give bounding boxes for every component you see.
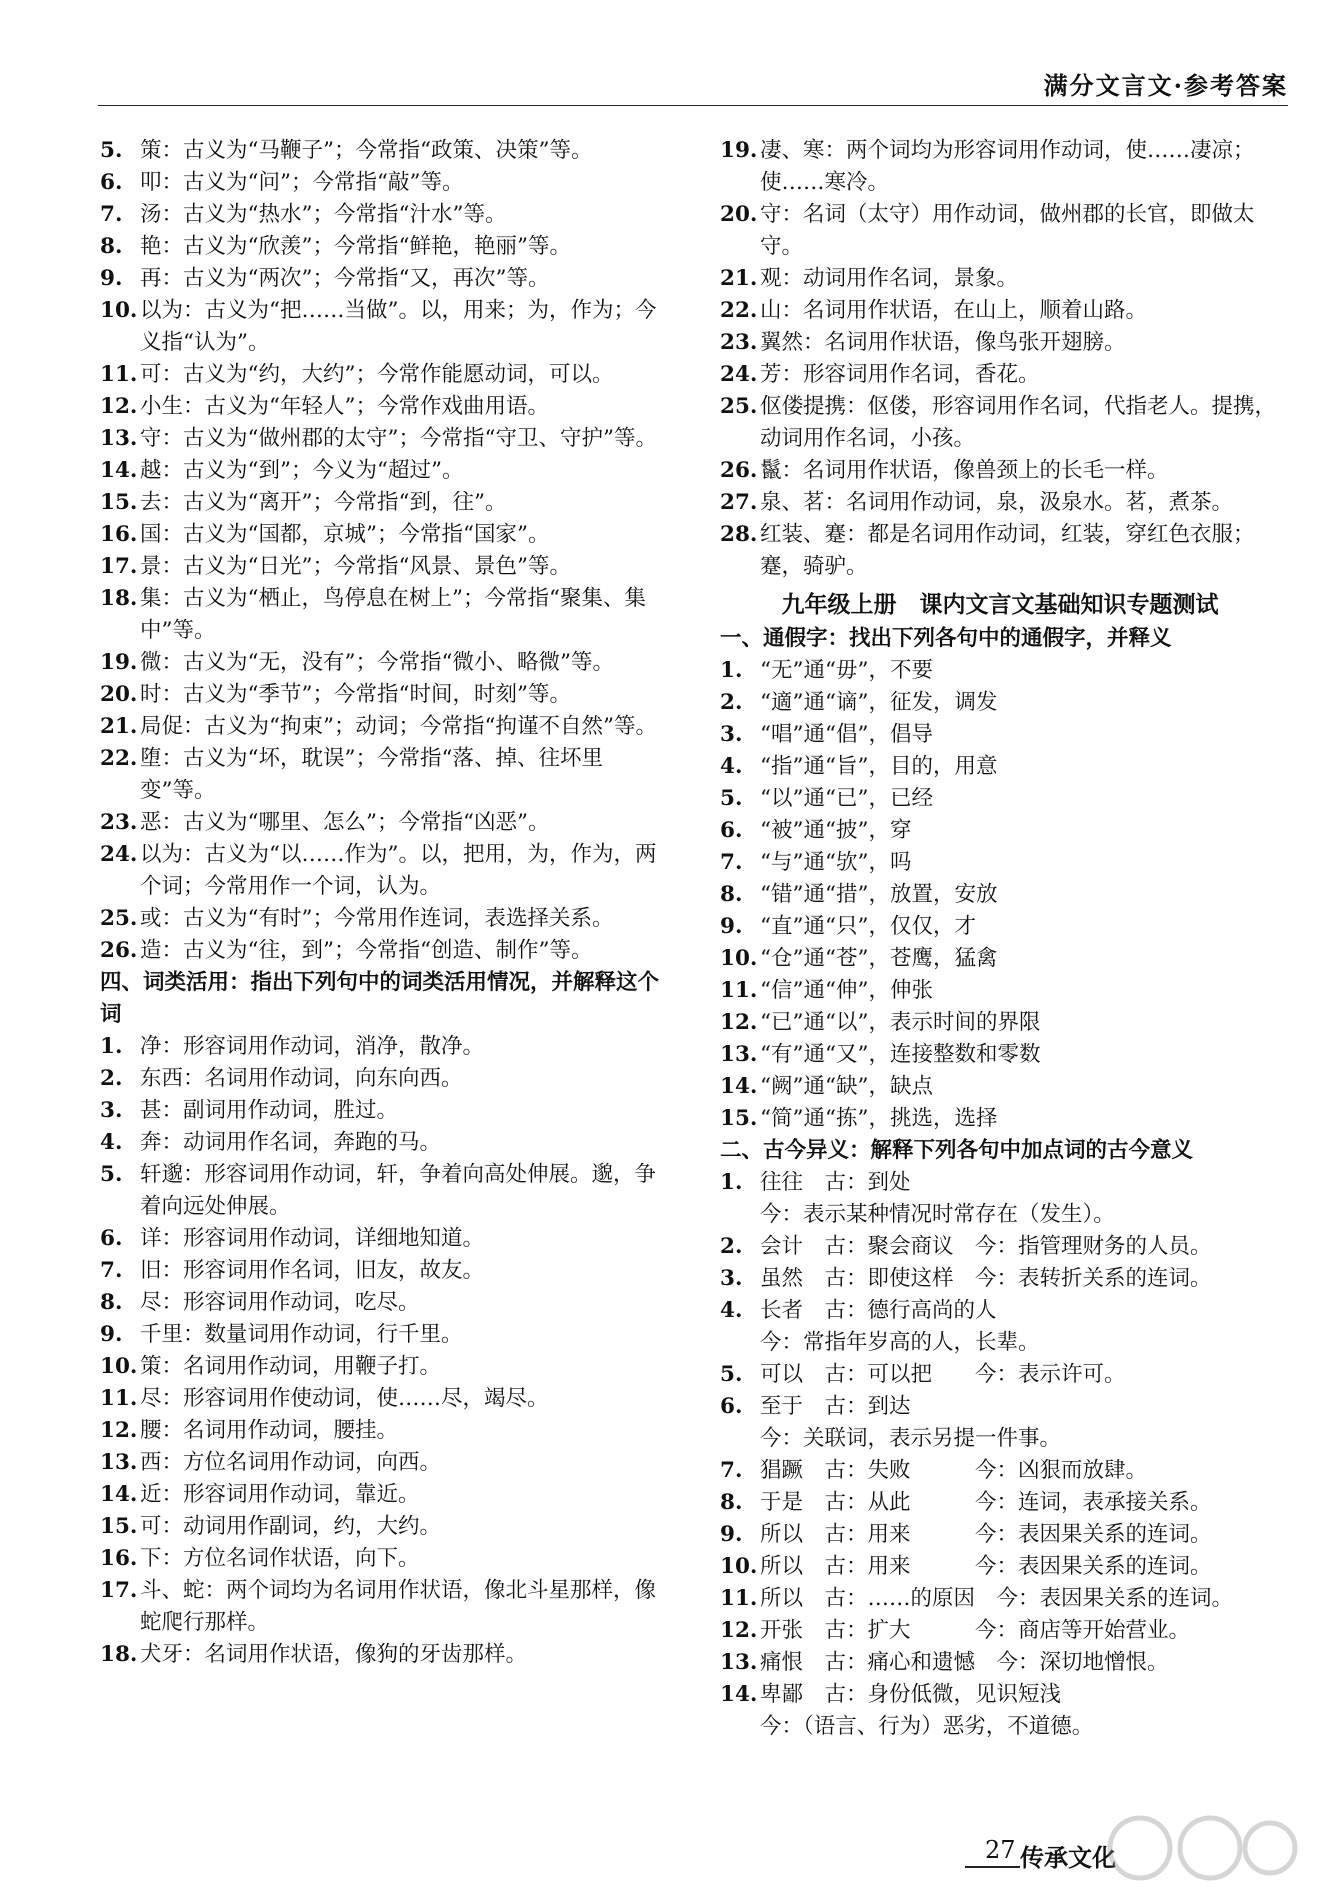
item-text: 红装、蹇：都是名词用作动词，红装，穿红色衣服；蹇，骑驴。 bbox=[760, 522, 1255, 579]
brand-label: 传承文化 bbox=[1020, 1843, 1116, 1872]
item-text: “简”通“拣”，挑选，选择 bbox=[760, 1106, 998, 1131]
item-number: 2. bbox=[100, 1066, 123, 1091]
item-number: 11. bbox=[720, 1586, 758, 1611]
item-number: 15. bbox=[100, 1514, 138, 1539]
list-item bbox=[720, 655, 1280, 687]
item-number: 5. bbox=[100, 1162, 123, 1187]
item-text: 策：古义为“马鞭子”；今常指“政策、决策”等。 bbox=[140, 138, 593, 163]
item-number: 12. bbox=[720, 1010, 758, 1035]
list-item bbox=[720, 1231, 1280, 1263]
item-text: 或：古义为“有时”；今常用作连词，表选择关系。 bbox=[140, 906, 614, 931]
item-number: 14. bbox=[720, 1682, 758, 1707]
item-number: 7. bbox=[720, 850, 743, 875]
item-text: “信”通“伸”，伸张 bbox=[760, 978, 933, 1003]
item-text: 所以 古：用来 今：表因果关系的连词。 bbox=[760, 1554, 1212, 1579]
item-text: 集：古义为“栖止，鸟停息在树上”；今常指“聚集、集中”等。 bbox=[140, 586, 646, 643]
page-header-title: 满分文言文·参考答案 bbox=[1043, 71, 1288, 100]
item-text: 虽然 古：即使这样 今：表转折关系的连词。 bbox=[760, 1266, 1212, 1291]
list-item bbox=[100, 359, 675, 391]
item-text: 近：形容词用作动词，靠近。 bbox=[140, 1482, 420, 1507]
item-number: 12. bbox=[100, 1418, 138, 1443]
section-heading-text: 四、词类活用：指出下列句中的词类活用情况，并解释这个词 bbox=[100, 970, 660, 1027]
list-item bbox=[100, 839, 675, 903]
list-item bbox=[720, 1519, 1280, 1551]
item-text: 叩：古义为“问”；今常指“敲”等。 bbox=[140, 170, 464, 195]
section-heading-gujin: 二、古今异义：解释下列各句中加点词的古今意义 bbox=[720, 1138, 1194, 1163]
item-number: 10. bbox=[720, 946, 758, 971]
item-text: “適”通“谪”，征发，调发 bbox=[760, 690, 998, 715]
item-number: 9. bbox=[100, 1322, 123, 1347]
item-text: 下：方位名词作状语，向下。 bbox=[140, 1546, 420, 1571]
item-text: 观：动词用作名词，景象。 bbox=[760, 266, 1019, 291]
list-item bbox=[100, 455, 675, 487]
list-item bbox=[720, 1167, 1280, 1199]
item-text: “被”通“披”，穿 bbox=[760, 818, 912, 843]
item-number: 24. bbox=[720, 362, 758, 387]
item-text: 时：古义为“季节”；今常指“时间，时刻”等。 bbox=[140, 682, 571, 707]
list-item bbox=[720, 1263, 1280, 1295]
item-number: 7. bbox=[100, 1258, 123, 1283]
item-number: 17. bbox=[100, 554, 138, 579]
item-text: 尽：形容词用作使动词，使……尽，竭尽。 bbox=[140, 1386, 549, 1411]
item-text: 犬牙：名词用作状语，像狗的牙齿那样。 bbox=[140, 1642, 528, 1667]
list-item bbox=[100, 1255, 675, 1287]
list-item bbox=[720, 359, 1280, 391]
list-item bbox=[720, 199, 1280, 263]
list-item bbox=[720, 943, 1280, 975]
item-text: “阙”通“缺”，缺点 bbox=[760, 1074, 933, 1099]
item-text: 小生：古义为“年轻人”；今常作戏曲用语。 bbox=[140, 394, 549, 419]
list-item bbox=[100, 487, 675, 519]
item-number: 3. bbox=[720, 1266, 743, 1291]
item-number: 7. bbox=[100, 202, 123, 227]
list-item bbox=[100, 423, 675, 455]
item-text: “已”通“以”，表示时间的界限 bbox=[760, 1010, 1041, 1035]
list-item bbox=[720, 1071, 1280, 1103]
list-item bbox=[100, 1479, 675, 1511]
item-number: 4. bbox=[100, 1130, 123, 1155]
list-item bbox=[100, 1095, 675, 1127]
item-number: 20. bbox=[100, 682, 138, 707]
item-text: 净：形容词用作动词，消净，散净。 bbox=[140, 1034, 485, 1059]
item-text: 汤：古义为“热水”；今常指“汁水”等。 bbox=[140, 202, 507, 227]
item-text: 东西：名词用作动词，向东向西。 bbox=[140, 1066, 463, 1091]
item-text: 可以 古：可以把 今：表示许可。 bbox=[760, 1362, 1126, 1387]
item-text: 伛偻提携：伛偻，形容词用作名词，代指老人。提携，动词用作名词，小孩。 bbox=[760, 394, 1277, 451]
item-number: 25. bbox=[100, 906, 138, 931]
left-entries-ancient-modern bbox=[100, 135, 675, 967]
item-number: 19. bbox=[720, 138, 758, 163]
item-number: 6. bbox=[100, 170, 123, 195]
item-number: 7. bbox=[720, 1458, 743, 1483]
right-column bbox=[720, 135, 1280, 1743]
list-item bbox=[720, 783, 1280, 815]
list-item bbox=[720, 1359, 1280, 1391]
left-entries-word-class bbox=[100, 1031, 675, 1671]
item-modern-meaning: 今：表示某种情况时常存在（发生）。 bbox=[760, 1202, 1115, 1227]
list-item bbox=[100, 807, 675, 839]
item-number: 8. bbox=[720, 1490, 743, 1515]
right-entries-gujin bbox=[720, 1167, 1280, 1743]
item-number: 5. bbox=[720, 786, 743, 811]
list-item bbox=[720, 975, 1280, 1007]
list-item bbox=[100, 295, 675, 359]
item-number: 13. bbox=[100, 426, 138, 451]
list-item bbox=[720, 1103, 1280, 1135]
item-text: 守：名词（太守）用作动词，做州郡的长官，即做太守。 bbox=[760, 202, 1255, 259]
list-item bbox=[720, 719, 1280, 751]
item-number: 10. bbox=[100, 298, 138, 323]
item-text: 轩邈：形容词用作动词，轩，争着向高处伸展。邈，争着向远处伸展。 bbox=[140, 1162, 657, 1219]
item-number: 25. bbox=[720, 394, 758, 419]
item-number: 14. bbox=[100, 458, 138, 483]
watermark-logo bbox=[1100, 1808, 1300, 1898]
test-title: 九年级上册 课内文言文基础知识专题测试 bbox=[781, 591, 1219, 618]
list-item bbox=[100, 519, 675, 551]
item-number: 8. bbox=[100, 234, 123, 259]
list-item bbox=[100, 583, 675, 647]
item-number: 22. bbox=[100, 746, 138, 771]
item-number: 12. bbox=[100, 394, 138, 419]
item-number: 9. bbox=[720, 914, 743, 939]
item-text: 去：古义为“离开”；今常指“到，往”。 bbox=[140, 490, 507, 515]
item-text: 恶：古义为“哪里、怎么”；今常指“凶恶”。 bbox=[140, 810, 550, 835]
item-text: 猖蹶 古：失败 今：凶狠而放肆。 bbox=[760, 1458, 1148, 1483]
item-text: “仓”通“苍”，苍鹰，猛禽 bbox=[760, 946, 998, 971]
list-item bbox=[720, 751, 1280, 783]
left-column bbox=[100, 135, 675, 1671]
item-number: 20. bbox=[720, 202, 758, 227]
list-item bbox=[720, 295, 1280, 327]
item-number: 16. bbox=[100, 1546, 138, 1571]
item-text: “有”通“又”，连接整数和零数 bbox=[760, 1042, 1041, 1067]
list-item bbox=[100, 263, 675, 295]
item-number: 8. bbox=[100, 1290, 123, 1315]
list-item bbox=[100, 1319, 675, 1351]
item-number: 16. bbox=[100, 522, 138, 547]
item-text: 痛恨 古：痛心和遗憾 今：深切地憎恨。 bbox=[760, 1650, 1169, 1675]
item-number: 28. bbox=[720, 522, 758, 547]
item-number: 3. bbox=[720, 722, 743, 747]
item-number: 8. bbox=[720, 882, 743, 907]
item-text: 卑鄙 古：身份低微，见识短浅 bbox=[760, 1682, 1062, 1707]
list-item bbox=[100, 647, 675, 679]
item-text: 长者 古：德行高尚的人 bbox=[760, 1298, 997, 1323]
item-number: 13. bbox=[100, 1450, 138, 1475]
list-item bbox=[720, 1583, 1280, 1615]
item-number: 5. bbox=[720, 1362, 743, 1387]
list-item bbox=[100, 1447, 675, 1479]
item-text: 以为：古义为“把……当做”。以，用来；为，作为；今义指“认为”。 bbox=[140, 298, 657, 355]
item-text: 甚：副词用作动词，胜过。 bbox=[140, 1098, 399, 1123]
item-text: 西：方位名词用作动词，向西。 bbox=[140, 1450, 442, 1475]
item-number: 18. bbox=[100, 586, 138, 611]
item-text: 翼然：名词用作状语，像鸟张开翅膀。 bbox=[760, 330, 1126, 355]
item-number: 9. bbox=[100, 266, 123, 291]
list-item bbox=[100, 1287, 675, 1319]
list-item bbox=[720, 1487, 1280, 1519]
item-number: 27. bbox=[720, 490, 758, 515]
section-heading-tongjiazi: 一、通假字：找出下列各句中的通假字，并释义 bbox=[720, 626, 1172, 651]
item-text: 堕：古义为“坏，耽误”；今常指“落、掉、往坏里变”等。 bbox=[140, 746, 603, 803]
item-number: 4. bbox=[720, 1298, 743, 1323]
item-number: 6. bbox=[720, 1394, 743, 1419]
item-text: 所以 古：用来 今：表因果关系的连词。 bbox=[760, 1522, 1212, 1547]
item-number: 13. bbox=[720, 1650, 758, 1675]
item-number: 17. bbox=[100, 1578, 138, 1603]
item-text: 局促：古义为“拘束”；动词；今常指“拘谨不自然”等。 bbox=[140, 714, 657, 739]
item-text: 开张 古：扩大 今：商店等开始营业。 bbox=[760, 1618, 1191, 1643]
item-modern-meaning: 今：（语言、行为）恶劣，不道德。 bbox=[760, 1714, 1094, 1739]
item-text: 以为：古义为“以……作为”。以，把用，为，作为，两个词；今常用作一个词，认为。 bbox=[140, 842, 657, 899]
item-number: 5. bbox=[100, 138, 123, 163]
item-number: 11. bbox=[100, 1386, 138, 1411]
item-text: 泉、茗：名词用作动词，泉，汲泉水。茗，煮茶。 bbox=[760, 490, 1234, 515]
item-text: 微：古义为“无，没有”；今常指“微小、略微”等。 bbox=[140, 650, 614, 675]
item-text: 尽：形容词用作动词，吃尽。 bbox=[140, 1290, 420, 1315]
list-item bbox=[100, 135, 675, 167]
item-text: 芳：形容词用作名词，香花。 bbox=[760, 362, 1040, 387]
item-text: “无”通“毋”，不要 bbox=[760, 658, 933, 683]
list-item bbox=[720, 1039, 1280, 1071]
item-number: 21. bbox=[720, 266, 758, 291]
item-number: 23. bbox=[100, 810, 138, 835]
item-text: “错”通“措”，放置，安放 bbox=[760, 882, 998, 907]
list-item bbox=[100, 711, 675, 743]
item-number: 18. bbox=[100, 1642, 138, 1667]
item-text: “唱”通“倡”，倡导 bbox=[760, 722, 933, 747]
item-number: 11. bbox=[720, 978, 758, 1003]
item-number: 10. bbox=[720, 1554, 758, 1579]
list-item bbox=[100, 231, 675, 263]
list-item bbox=[720, 487, 1280, 519]
list-item bbox=[100, 1031, 675, 1063]
item-number: 12. bbox=[720, 1618, 758, 1643]
list-item bbox=[720, 1551, 1280, 1583]
list-item bbox=[100, 1223, 675, 1255]
item-text: 可：动词用作副词，约，大约。 bbox=[140, 1514, 442, 1539]
item-text: 至于 古：到达 bbox=[760, 1394, 911, 1419]
list-item bbox=[720, 1647, 1280, 1679]
item-text: 凄、寒：两个词均为形容词用作动词，使……凄凉；使……寒冷。 bbox=[760, 138, 1255, 195]
list-item bbox=[100, 391, 675, 423]
item-number: 22. bbox=[720, 298, 758, 323]
list-item bbox=[720, 519, 1280, 583]
item-text: 所以 古：……的原因 今：表因果关系的连词。 bbox=[760, 1586, 1234, 1611]
item-number: 1. bbox=[720, 1170, 743, 1195]
page-number: 27 bbox=[965, 1836, 1020, 1868]
item-text: 越：古义为“到”；今义为“超过”。 bbox=[140, 458, 464, 483]
item-text: “以”通“已”，已经 bbox=[760, 786, 933, 811]
item-modern-meaning: 今：常指年岁高的人，长辈。 bbox=[760, 1330, 1040, 1355]
list-item bbox=[100, 199, 675, 231]
item-number: 23. bbox=[720, 330, 758, 355]
item-text: 于是 古：从此 今：连词，表承接关系。 bbox=[760, 1490, 1212, 1515]
item-number: 15. bbox=[100, 490, 138, 515]
list-item bbox=[720, 391, 1280, 455]
list-item bbox=[720, 1391, 1280, 1423]
item-text: 会计 古：聚会商议 今：指管理财务的人员。 bbox=[760, 1234, 1212, 1259]
list-item bbox=[100, 1351, 675, 1383]
item-number: 11. bbox=[100, 362, 138, 387]
item-text: 造：古义为“往，到”；今常指“创造、制作”等。 bbox=[140, 938, 593, 963]
item-text: “与”通“欤”，吗 bbox=[760, 850, 912, 875]
item-number: 1. bbox=[720, 658, 743, 683]
list-item bbox=[720, 327, 1280, 359]
item-text: 详：形容词用作动词，详细地知道。 bbox=[140, 1226, 485, 1251]
item-text: 国：古义为“国都，京城”；今常指“国家”。 bbox=[140, 522, 550, 547]
item-text: 腰：名词用作动词，腰挂。 bbox=[140, 1418, 399, 1443]
list-item bbox=[720, 879, 1280, 911]
item-text: 守：古义为“做州郡的太守”；今常指“守卫、守护”等。 bbox=[140, 426, 657, 451]
item-number: 14. bbox=[100, 1482, 138, 1507]
item-number: 9. bbox=[720, 1522, 743, 1547]
list-item bbox=[100, 935, 675, 967]
list-item bbox=[720, 1007, 1280, 1039]
list-item bbox=[100, 1543, 675, 1575]
header-rule bbox=[98, 105, 1288, 106]
item-number: 1. bbox=[100, 1034, 123, 1059]
list-item bbox=[100, 1415, 675, 1447]
section-heading-word-class bbox=[100, 967, 675, 1031]
item-number: 26. bbox=[720, 458, 758, 483]
right-entries-word-class bbox=[720, 135, 1280, 583]
item-text: 往往 古：到处 bbox=[760, 1170, 911, 1195]
list-item bbox=[100, 903, 675, 935]
right-entries-tongjiazi bbox=[720, 655, 1280, 1135]
list-item bbox=[720, 1455, 1280, 1487]
item-number: 2. bbox=[720, 1234, 743, 1259]
list-item bbox=[100, 1383, 675, 1415]
list-item bbox=[100, 1127, 675, 1159]
item-text: “指”通“旨”，目的，用意 bbox=[760, 754, 998, 779]
list-item bbox=[720, 1615, 1280, 1647]
item-text: 可：古义为“约，大约”；今常作能愿动词，可以。 bbox=[140, 362, 614, 387]
item-text: 鬣：名词用作状语，像兽颈上的长毛一样。 bbox=[760, 458, 1169, 483]
item-number: 13. bbox=[720, 1042, 758, 1067]
item-modern-meaning: 今：关联词，表示另提一件事。 bbox=[760, 1426, 1062, 1451]
item-text: 策：名词用作动词，用鞭子打。 bbox=[140, 1354, 442, 1379]
list-item bbox=[100, 167, 675, 199]
item-number: 3. bbox=[100, 1098, 123, 1123]
list-item bbox=[720, 1679, 1280, 1711]
list-item bbox=[100, 743, 675, 807]
item-number: 10. bbox=[100, 1354, 138, 1379]
list-item bbox=[100, 1639, 675, 1671]
item-number: 24. bbox=[100, 842, 138, 867]
item-number: 6. bbox=[720, 818, 743, 843]
list-item bbox=[720, 1295, 1280, 1327]
item-text: “直”通“只”，仅仅，才 bbox=[760, 914, 976, 939]
list-item bbox=[100, 1063, 675, 1095]
item-text: 山：名词用作状语，在山上，顺着山路。 bbox=[760, 298, 1148, 323]
list-item bbox=[720, 815, 1280, 847]
item-text: 景：古义为“日光”；今常指“风景、景色”等。 bbox=[140, 554, 571, 579]
item-number: 2. bbox=[720, 690, 743, 715]
list-item bbox=[720, 687, 1280, 719]
list-item bbox=[720, 455, 1280, 487]
list-item bbox=[100, 679, 675, 711]
item-number: 14. bbox=[720, 1074, 758, 1099]
item-number: 6. bbox=[100, 1226, 123, 1251]
item-text: 奔：动词用作名词，奔跑的马。 bbox=[140, 1130, 442, 1155]
list-item bbox=[100, 1575, 675, 1639]
item-number: 26. bbox=[100, 938, 138, 963]
item-number: 4. bbox=[720, 754, 743, 779]
item-number: 21. bbox=[100, 714, 138, 739]
list-item bbox=[720, 263, 1280, 295]
item-text: 艳：古义为“欣羡”；今常指“鲜艳，艳丽”等。 bbox=[140, 234, 571, 259]
list-item bbox=[100, 1159, 675, 1223]
item-text: 旧：形容词用作名词，旧友，故友。 bbox=[140, 1258, 485, 1283]
item-text: 再：古义为“两次”；今常指“又，再次”等。 bbox=[140, 266, 550, 291]
item-text: 千里：数量词用作动词，行千里。 bbox=[140, 1322, 463, 1347]
item-number: 15. bbox=[720, 1106, 758, 1131]
list-item bbox=[100, 1511, 675, 1543]
item-text: 斗、蛇：两个词均为名词用作状语，像北斗星那样，像蛇爬行那样。 bbox=[140, 1578, 657, 1635]
list-item bbox=[720, 135, 1280, 199]
list-item bbox=[100, 551, 675, 583]
list-item bbox=[720, 911, 1280, 943]
list-item bbox=[720, 847, 1280, 879]
item-number: 19. bbox=[100, 650, 138, 675]
